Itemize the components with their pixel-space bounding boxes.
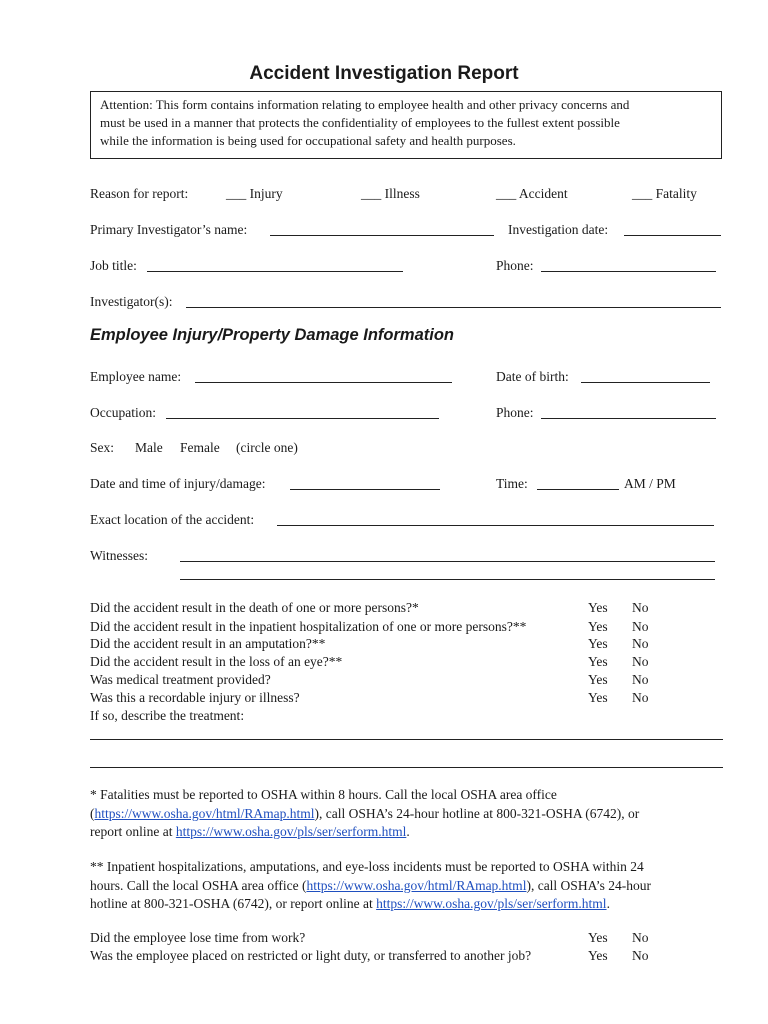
dob-field[interactable] <box>581 382 710 383</box>
attention-notice <box>90 91 722 159</box>
investigator-phone-label: Phone: <box>496 258 534 273</box>
employee-name-label: Employee name: <box>90 369 182 384</box>
answer-yes[interactable]: Yes <box>588 636 608 651</box>
injury-date-field[interactable] <box>290 489 440 490</box>
sex-label: Sex: <box>90 440 115 455</box>
investigators-field[interactable] <box>186 307 721 308</box>
answer-no[interactable]: No <box>632 930 649 945</box>
note-text: . <box>606 896 610 911</box>
job-title-field[interactable] <box>147 271 403 272</box>
note-line: ** Inpatient hospitalizations, amputations, and eye-loss incidents must be reported to OSHA within 24 <box>90 859 644 874</box>
dob-label: Date of birth: <box>496 369 569 384</box>
investigator-phone-field[interactable] <box>541 271 716 272</box>
primary-investigator-field[interactable] <box>270 235 494 236</box>
witnesses-field[interactable] <box>180 561 715 562</box>
reason-fatality-option[interactable]: ___ Fatality <box>632 186 697 201</box>
attention-line: while the information is being used for occupational safety and health purposes. <box>100 133 516 148</box>
hospitalization-note <box>90 858 651 914</box>
note-text: . <box>406 824 410 839</box>
note-text: hotline at 800-321-OSHA (6742), or report online at <box>90 896 377 911</box>
osha-area-office-link[interactable]: https://www.osha.gov/html/RAmap.html <box>94 805 315 821</box>
note-text: hours. Call the local OSHA area office ( <box>90 877 307 893</box>
answer-no[interactable]: No <box>632 654 649 669</box>
fatality-note <box>90 786 639 842</box>
question-text: Was this a recordable injury or illness? <box>90 690 300 705</box>
page-title: Accident Investigation Report <box>249 63 519 84</box>
answer-yes[interactable]: Yes <box>588 654 608 669</box>
location-field[interactable] <box>277 525 714 526</box>
note-text: ( <box>90 805 95 821</box>
osha-report-form-link[interactable]: https://www.osha.gov/pls/ser/serform.html <box>376 896 607 911</box>
question-text: Was the employee placed on restricted or light duty, or transferred to another job? <box>90 948 532 963</box>
question-text: Did the accident result in the death of one or more persons?* <box>90 600 419 615</box>
investigation-date-label: Investigation date: <box>508 222 609 237</box>
location-label: Exact location of the accident: <box>90 512 255 527</box>
treatment-description-field[interactable] <box>90 767 723 768</box>
note-text: report online at <box>90 824 176 839</box>
answer-no[interactable]: No <box>632 672 649 687</box>
answer-no[interactable]: No <box>632 948 649 963</box>
employee-phone-field[interactable] <box>541 418 716 419</box>
answer-yes[interactable]: Yes <box>588 600 608 615</box>
sex-male-option[interactable]: Male <box>135 440 163 455</box>
attention-line: Attention: This form contains information relating to employee health and other privacy concerns and <box>100 97 630 112</box>
describe-treatment-label: If so, describe the treatment: <box>90 708 245 723</box>
answer-no[interactable]: No <box>632 619 649 634</box>
note-line <box>90 805 639 824</box>
osha-area-office-link[interactable]: https://www.osha.gov/html/RAmap.html <box>306 877 527 893</box>
answer-yes[interactable]: Yes <box>588 672 608 687</box>
question-text: Was medical treatment provided? <box>90 672 271 687</box>
am-pm-option[interactable]: AM / PM <box>624 476 676 491</box>
answer-yes[interactable]: Yes <box>588 948 608 963</box>
employee-phone-label: Phone: <box>496 405 534 420</box>
answer-yes[interactable]: Yes <box>588 690 608 705</box>
occupation-field[interactable] <box>166 418 439 419</box>
occupation-label: Occupation: <box>90 405 156 420</box>
note-line <box>90 895 651 914</box>
note-text: ), call OSHA’s 24-hour <box>526 877 651 893</box>
investigation-date-field[interactable] <box>624 235 721 236</box>
time-label: Time: <box>496 476 528 491</box>
answer-yes[interactable]: Yes <box>588 619 608 634</box>
employee-name-field[interactable] <box>195 382 452 383</box>
witnesses-field[interactable] <box>180 579 715 580</box>
osha-report-form-link[interactable]: https://www.osha.gov/pls/ser/serform.html <box>175 824 407 839</box>
note-line: * Fatalities must be reported to OSHA within 8 hours. Call the local OSHA area office <box>90 787 557 802</box>
sex-note: (circle one) <box>236 440 298 455</box>
attention-line: must be used in a manner that protects the confidentiality of employees to the fullest extent possible <box>100 115 620 130</box>
note-text: ), call OSHA’s 24-hour hotline at 800-321-OSHA (6742), or <box>314 805 640 821</box>
answer-no[interactable]: No <box>632 636 649 651</box>
reason-label: Reason for report: <box>90 186 189 201</box>
date-time-label: Date and time of injury/damage: <box>90 476 266 491</box>
note-line <box>90 877 651 896</box>
reason-illness-option[interactable]: ___ Illness <box>361 186 420 201</box>
investigators-label: Investigator(s): <box>90 294 173 309</box>
question-text: Did the accident result in the inpatient hospitalization of one or more persons?** <box>90 619 527 634</box>
witnesses-label: Witnesses: <box>90 548 148 563</box>
note-line <box>90 823 639 842</box>
answer-no[interactable]: No <box>632 690 649 705</box>
time-field[interactable] <box>537 489 619 490</box>
section-heading: Employee Injury/Property Damage Information <box>90 326 454 344</box>
question-text: Did the employee lose time from work? <box>90 930 306 945</box>
answer-no[interactable]: No <box>632 600 649 615</box>
reason-injury-option[interactable]: ___ Injury <box>226 186 283 201</box>
sex-female-option[interactable]: Female <box>180 440 220 455</box>
answer-yes[interactable]: Yes <box>588 930 608 945</box>
question-text: Did the accident result in an amputation?** <box>90 636 326 651</box>
reason-accident-option[interactable]: ___ Accident <box>496 186 568 201</box>
job-title-label: Job title: <box>90 258 137 273</box>
treatment-description-field[interactable] <box>90 739 723 740</box>
question-text: Did the accident result in the loss of an eye?** <box>90 654 343 669</box>
primary-investigator-label: Primary Investigator’s name: <box>90 222 248 237</box>
